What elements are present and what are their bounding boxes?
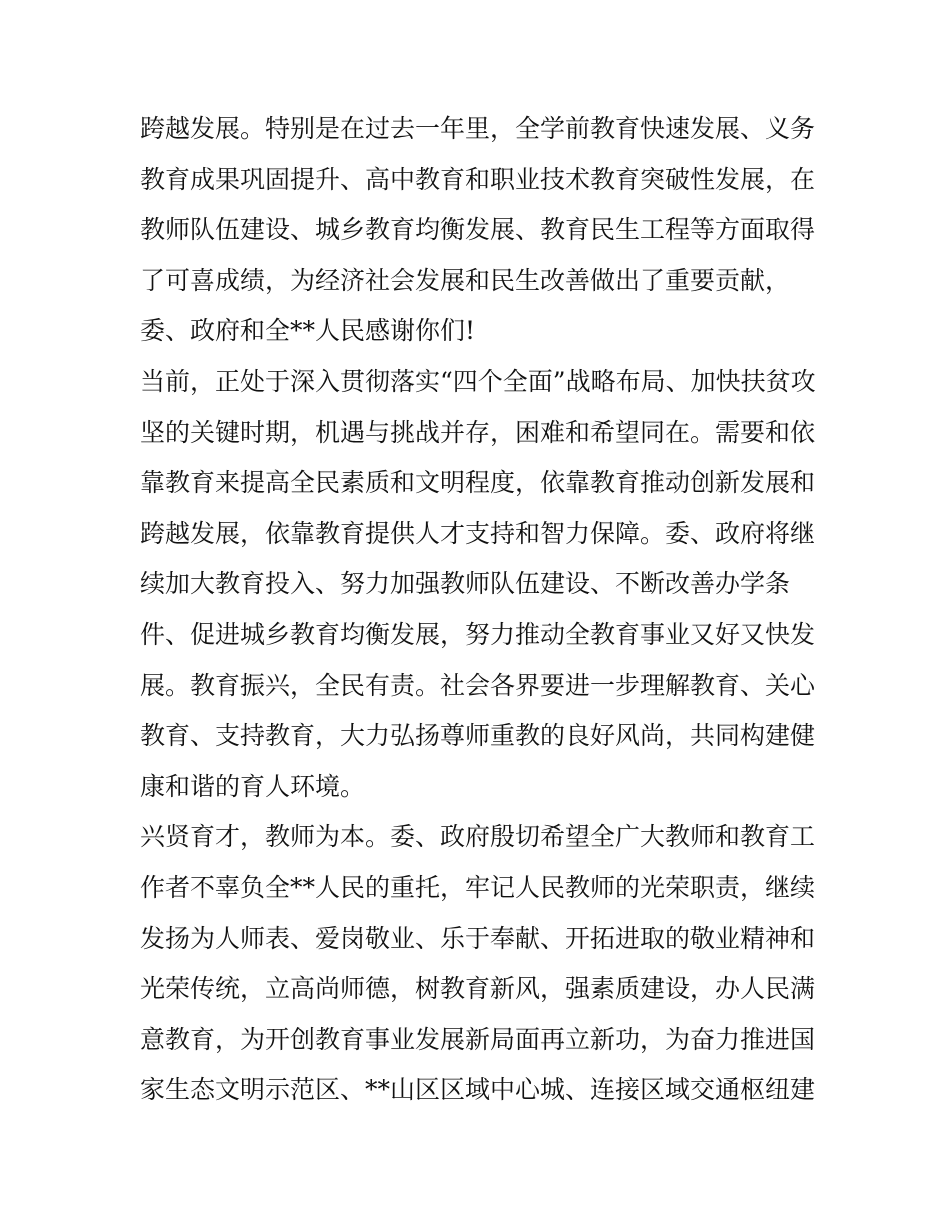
text-line: 康和谐的育人环境。 (140, 771, 366, 801)
text-line: 续加大教育投入、努力加强教师队伍建设、不断改善办学条 (140, 569, 791, 599)
text-line: 兴贤育才，教师为本。委、政府殷切希望全广大教师和教育工 (140, 822, 816, 852)
text-line: 跨越发展。特别是在过去一年里，全学前教育快速发展、义务 (140, 114, 816, 143)
text-line: 件、促进城乡教育均衡发展，努力推动全教育事业又好又快发 (140, 619, 816, 649)
text-line: 坚的关键时期，机遇与挑战并存，困难和希望同在。需要和依 (140, 417, 816, 447)
text-line: 委、政府和全**人民感谢你们! (140, 316, 476, 346)
text-line: 意教育，为开创教育事业发展新局面再立新功，为奋力推进国 (140, 1024, 816, 1054)
text-line: 展。教育振兴，全民有责。社会各界要进一步理解教育、关心 (140, 670, 816, 700)
text-line: 教师队伍建设、城乡教育均衡发展、教育民生工程等方面取得 (140, 215, 816, 245)
text-line: 了可喜成绩，为经济社会发展和民生改善做出了重要贡献， (140, 265, 791, 295)
text-line: 发扬为人师表、爱岗敬业、乐于奉献、开拓进取的敬业精神和 (140, 923, 816, 953)
text-line: 光荣传统，立高尚师德，树教育新风，强素质建设，办人民满 (140, 974, 816, 1004)
text-line: 家生态文明示范区、**山区区域中心城、连接区域交通枢纽建 (140, 1075, 816, 1105)
document-body (140, 104, 830, 1116)
text-line: 作者不辜负全**人民的重托，牢记人民教师的光荣职责，继续 (140, 872, 816, 902)
text-line: 当前，正处于深入贯彻落实“四个全面”战略布局、加快扶贫攻 (140, 366, 816, 396)
text-line: 教育、支持教育，大力弘扬尊师重教的良好风尚，共同构建健 (140, 721, 816, 751)
text-line: 教育成果巩固提升、高中教育和职业技术教育突破性发展，在 (140, 164, 816, 194)
text-line: 靠教育来提高全民素质和文明程度，依靠教育推动创新发展和 (140, 468, 816, 498)
text-line: 跨越发展，依靠教育提供人才支持和智力保障。委、政府将继 (140, 518, 816, 548)
